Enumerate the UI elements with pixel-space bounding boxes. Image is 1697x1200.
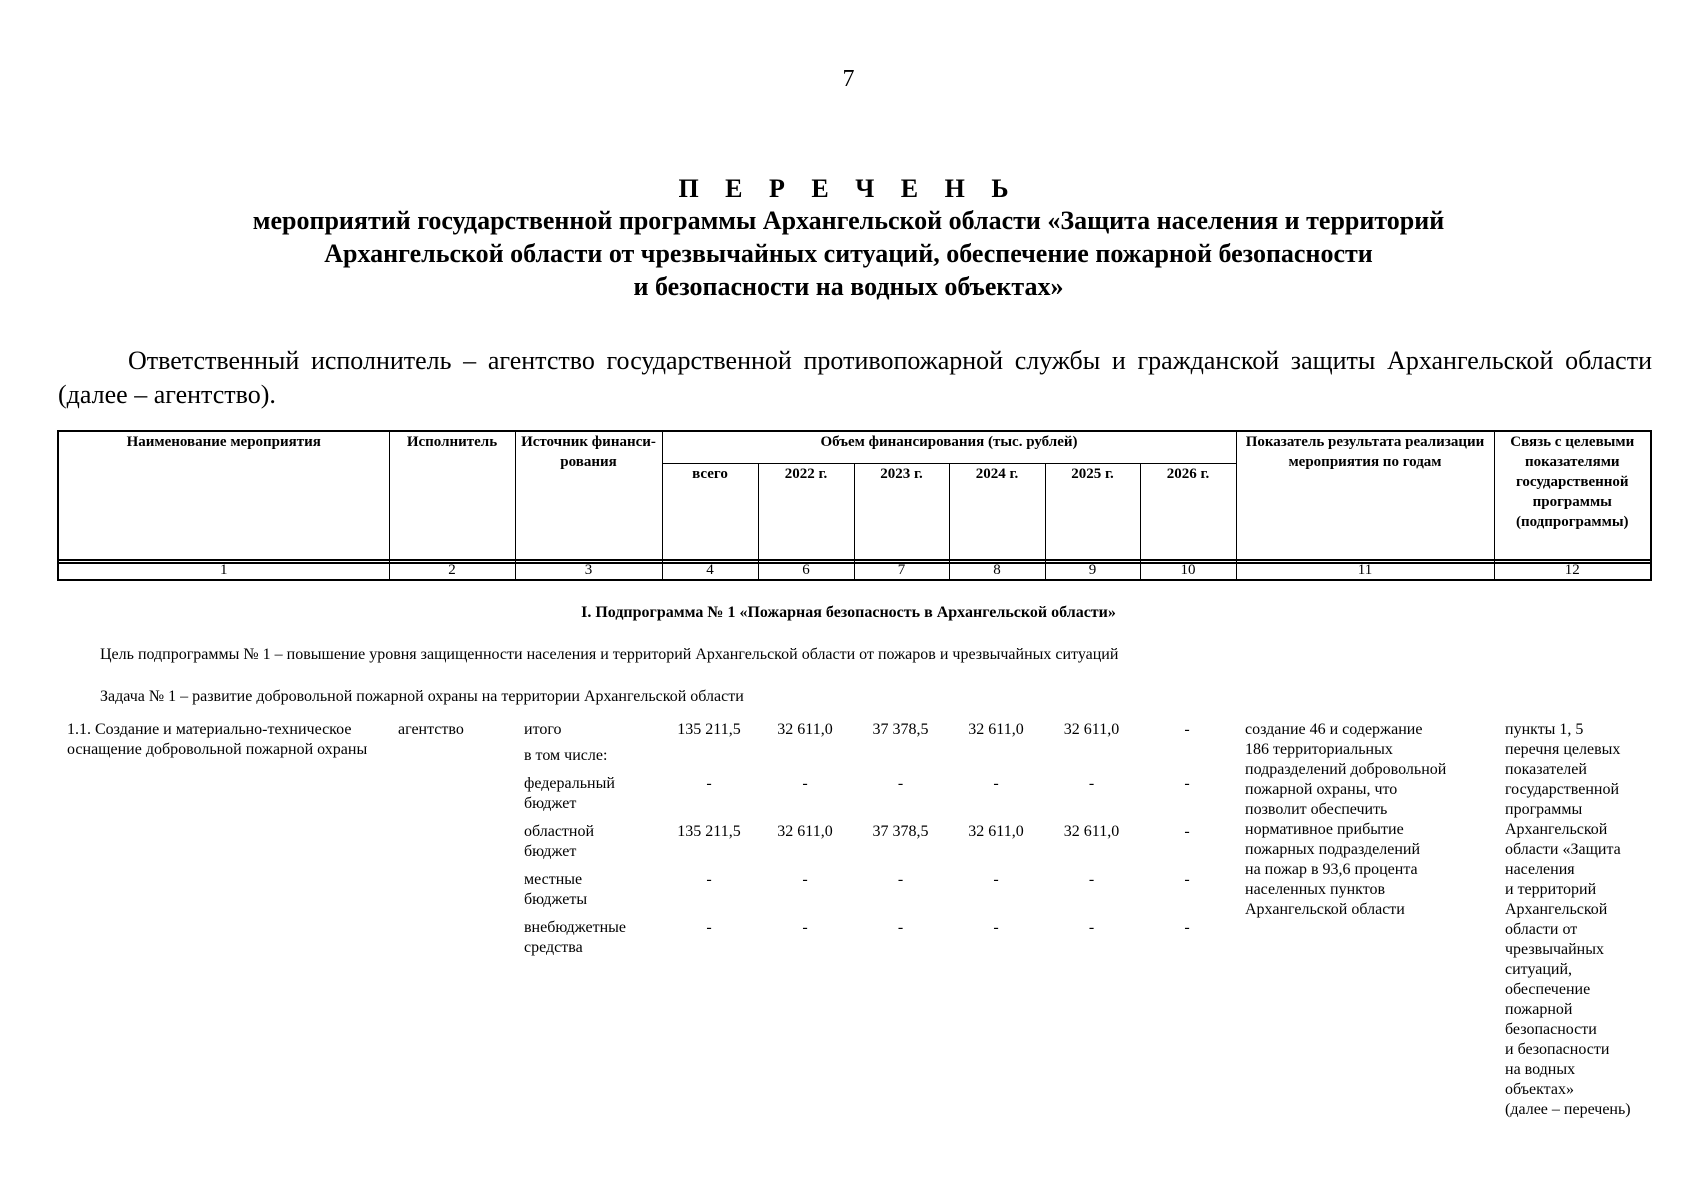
value-cell: -	[993, 775, 999, 792]
value-cell: -	[993, 919, 999, 936]
link-line: области «Защита	[1505, 841, 1621, 858]
value-cell: -	[706, 919, 712, 936]
header-funding: Объем финансирования (тыс. рублей)	[662, 431, 1236, 463]
value-cell: -	[1088, 871, 1095, 888]
link-line: государственной	[1505, 781, 1620, 798]
indicator-line: создание 46 и содержание	[1245, 721, 1423, 738]
value-cell: -	[897, 775, 904, 792]
column-number: 12	[1494, 560, 1651, 580]
value-cell: -	[706, 871, 712, 888]
column-number: 10	[1140, 560, 1236, 580]
subprogram-goal: Цель подпрограммы № 1 – повышение уровня защищенности населения и территорий Архангельской области от пожаров и чрезвычайных ситуаций	[100, 646, 1119, 663]
value-cell: -	[1184, 721, 1190, 738]
link-line: объектах»	[1505, 1081, 1574, 1098]
column-number: 9	[1045, 560, 1140, 580]
header-indicator: Показатель результата реализации мероприятия по годам	[1236, 431, 1494, 563]
indicator-line: населенных пунктов	[1245, 881, 1386, 898]
link-line: населения	[1505, 861, 1575, 878]
column-number: 7	[854, 560, 949, 580]
document-title: П Е Р Е Ч Е Н Ь	[678, 174, 1019, 203]
header-2022: 2022 г.	[758, 463, 854, 563]
page-number: 7	[842, 66, 855, 92]
document-subtitle	[120, 204, 1577, 303]
link-line: Архангельской	[1505, 901, 1608, 918]
value-cell: 135 211,5	[677, 721, 741, 738]
link-line: показателей	[1505, 761, 1587, 778]
link-line: Архангельской	[1505, 821, 1608, 838]
link-line: (далее – перечень)	[1505, 1101, 1631, 1118]
value-cell: 32 611,0	[968, 823, 1024, 840]
value-cell: -	[1184, 871, 1190, 888]
header-2023: 2023 г.	[854, 463, 949, 563]
link-line: чрезвычайных	[1505, 941, 1604, 958]
value-cell: 32 611,0	[1063, 721, 1120, 738]
responsible-executor-paragraph: Ответственный исполнитель – агентство государственной противопожарной службы и гражданской защиты Архангельской области (далее – агентство).	[58, 346, 1652, 409]
header-name: Наименование мероприятия	[58, 431, 389, 563]
source-extrabudgetary: внебюджетные средства	[524, 919, 626, 956]
link-line: пункты 1, 5	[1505, 721, 1584, 738]
target-indicators-link	[1505, 720, 1655, 1120]
indicator-line: нормативное прибытие	[1245, 821, 1404, 838]
value-cell: -	[706, 775, 712, 792]
link-line: программы	[1505, 801, 1583, 818]
source-regional: областной бюджет	[524, 823, 595, 860]
activity-executor: агентство	[398, 721, 464, 738]
link-line: перечня целевых	[1505, 741, 1621, 758]
value-cell: 32 611,0	[968, 721, 1024, 738]
header-source: Источник финанси-рования	[515, 431, 662, 563]
indicator-line: подразделений добровольной	[1245, 761, 1447, 778]
value-cell: -	[802, 871, 808, 888]
indicator-line: на пожар в 93,6 процента	[1245, 861, 1418, 878]
value-cell: 37 378,5	[872, 721, 929, 738]
subprogram-title: I. Подпрограмма № 1 «Пожарная безопасность в Архангельской области»	[581, 604, 1116, 621]
link-line: пожарной	[1505, 1001, 1573, 1018]
table-header	[57, 430, 1652, 564]
indicator-line: Архангельской области	[1245, 901, 1405, 918]
header-2025: 2025 г.	[1045, 463, 1140, 563]
header-total: всего	[662, 463, 758, 563]
column-numbers-row	[57, 559, 1652, 581]
link-line: ситуаций,	[1505, 961, 1573, 978]
column-number: 4	[662, 560, 758, 580]
column-number: 3	[515, 560, 662, 580]
value-cell: -	[1088, 919, 1095, 936]
header-2026: 2026 г.	[1140, 463, 1236, 563]
indicator-line: 186 территориальных	[1245, 741, 1393, 758]
value-cell: 37 378,5	[872, 823, 929, 840]
value-cell: -	[1184, 919, 1190, 936]
link-line: и безопасности	[1505, 1041, 1610, 1058]
link-line: безопасности	[1505, 1021, 1597, 1038]
source-in-that: в том числе:	[524, 747, 608, 764]
header-executor: Исполнитель	[389, 431, 515, 563]
value-cell: 32 611,0	[1063, 823, 1120, 840]
column-number: 11	[1236, 560, 1494, 580]
link-line: обеспечение	[1505, 981, 1591, 998]
link-line: области от	[1505, 921, 1578, 938]
value-cell: 135 211,5	[677, 823, 741, 840]
source-local: местные бюджеты	[524, 871, 588, 908]
value-cell: -	[1184, 775, 1190, 792]
column-number: 1	[58, 560, 389, 580]
value-cell: -	[1184, 823, 1190, 840]
header-link: Связь с целевыми показателями государственной программы (подпрограммы)	[1494, 431, 1651, 563]
value-cell: -	[802, 919, 808, 936]
link-line: и территорий	[1505, 881, 1597, 898]
subprogram-task: Задача № 1 – развитие добровольной пожарной охраны на территории Архангельской области	[100, 688, 744, 705]
source-federal: федеральный бюджет	[524, 775, 615, 812]
value-cell: 32 611,0	[777, 823, 833, 840]
value-cell: -	[1088, 775, 1095, 792]
header-2024: 2024 г.	[949, 463, 1045, 563]
source-total: итого	[524, 721, 562, 738]
subtitle-line: мероприятий государственной программы Архангельской области «Защита населения и территорий	[252, 206, 1445, 235]
value-cell: -	[993, 871, 999, 888]
value-cell: 32 611,0	[777, 721, 833, 738]
column-number: 6	[758, 560, 854, 580]
subtitle-line: Архангельской области от чрезвычайных ситуаций, обеспечение пожарной безопасности	[324, 239, 1373, 268]
activity-name: 1.1. Создание и материально-техническое оснащение добровольной пожарной охраны	[67, 721, 368, 758]
link-line: на водных	[1505, 1061, 1576, 1078]
indicator-line: позволит обеспечить	[1245, 801, 1388, 818]
column-number: 2	[389, 560, 515, 580]
result-indicator	[1245, 720, 1495, 920]
subtitle-line: и безопасности на водных объектах»	[633, 272, 1064, 301]
value-cell: -	[897, 871, 904, 888]
column-number: 8	[949, 560, 1045, 580]
indicator-line: пожарных подразделений	[1245, 841, 1421, 858]
value-cell: -	[802, 775, 808, 792]
value-cell: -	[897, 919, 904, 936]
indicator-line: пожарной охраны, что	[1245, 781, 1398, 798]
